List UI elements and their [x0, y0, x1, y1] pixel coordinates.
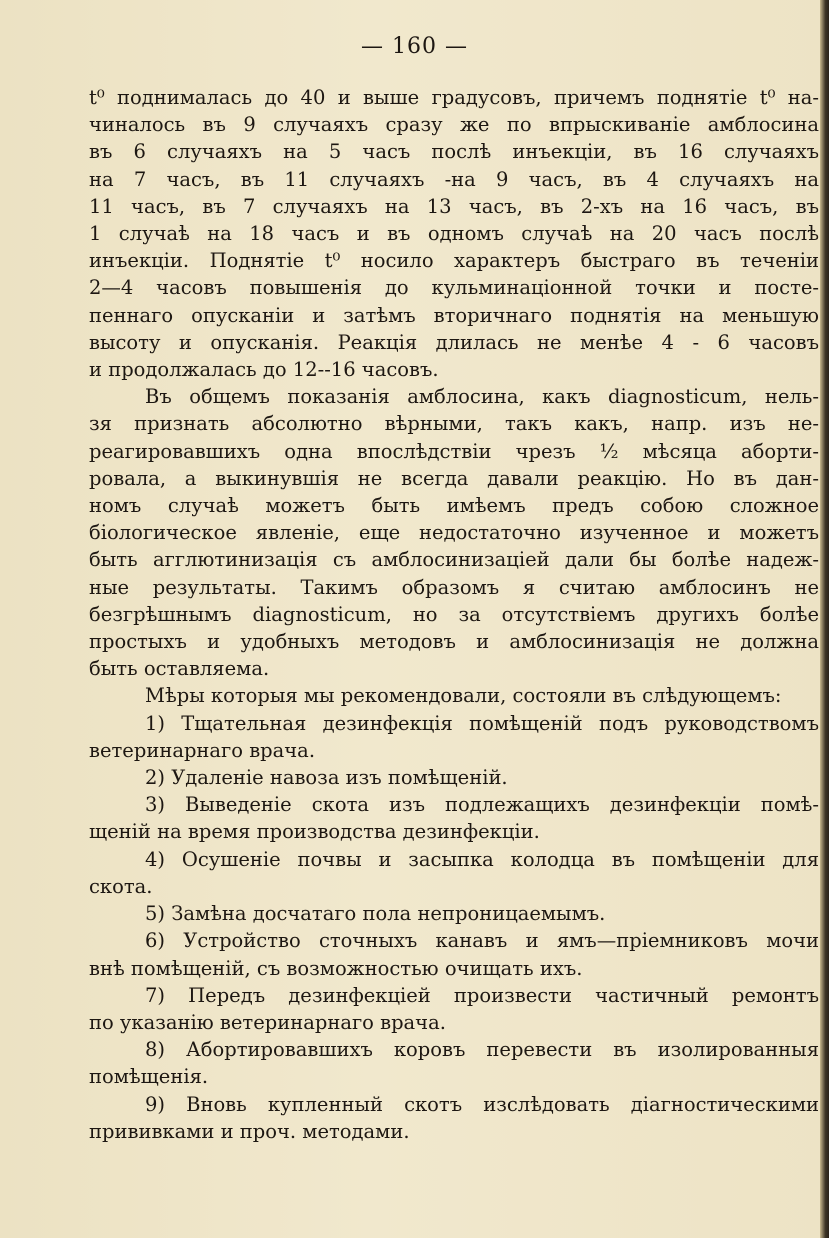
- text-line: 4) Осушеніе почвы и засыпка колодца въ помѣщеніи для: [145, 847, 819, 871]
- text-line: 1 случаѣ на 18 часъ и въ одномъ случаѣ на 20 часъ послѣ: [89, 222, 819, 246]
- text-line: 11 часъ, въ 7 случаяхъ на 13 часъ, въ 2-хъ на 16 часъ, въ: [89, 194, 819, 218]
- measure-item-3: [89, 791, 819, 845]
- text-line: чиналось въ 9 случаяхъ сразу же по впрыскиваніе амблосина: [89, 113, 819, 137]
- page-number: — 160 —: [361, 34, 468, 59]
- text-line: высоту и опусканія. Реакція длилась не менѣе 4 - 6 часовъ: [89, 330, 819, 354]
- text-line: по указанію ветеринарнаго врача.: [89, 1010, 446, 1034]
- text-line: ровала, а выкинувшія не всегда давали реакцію. Но въ дан-: [89, 466, 819, 490]
- text-line: инъекціи. Поднятіе t⁰ носило характеръ быстраго въ теченіи: [89, 249, 819, 273]
- text-line: щеній на время производства дезинфекціи.: [89, 820, 540, 844]
- text-line: быть оставляема.: [89, 657, 270, 681]
- text-line: 3) Выведеніе скота изъ подлежащихъ дезинфекціи помѣ-: [145, 793, 819, 817]
- paragraph-measures-intro: [89, 682, 819, 709]
- text-line: скота.: [89, 874, 153, 898]
- measure-item-8: [89, 1036, 819, 1090]
- text-line: въ 6 случаяхъ на 5 часъ послѣ инъекціи, въ 16 случаяхъ: [89, 140, 819, 164]
- text-line: помѣщенія.: [89, 1065, 209, 1089]
- measure-item-1: [89, 710, 819, 764]
- text-line: пеннаго опусканіи и затѣмъ вторичнаго поднятія на меньшую: [89, 303, 819, 327]
- text-line: 9) Вновь купленный скотъ изслѣдовать діагностическими: [145, 1092, 819, 1116]
- text-line: внѣ помѣщеній, съ возможностью очищать ихъ.: [89, 956, 583, 980]
- paragraph-temperature-reaction: [89, 84, 819, 383]
- measure-item-7: [89, 982, 819, 1036]
- text-line: простыхъ и удобныхъ методовъ и амблосинизація не должна: [89, 630, 819, 654]
- page-edge: [820, 0, 829, 1238]
- body-text: [89, 84, 819, 1145]
- text-line: зя признать абсолютно вѣрными, такъ какъ, напр. изъ не-: [89, 412, 819, 436]
- text-line: 8) Абортировавшихъ коровъ перевести въ изолированныя: [145, 1038, 819, 1062]
- text-line: 6) Устройство сточныхъ канавъ и ямъ—пріемниковъ мочи: [145, 929, 819, 953]
- text-line: на 7 часъ, въ 11 случаяхъ -на 9 часъ, въ 4 случаяхъ на: [89, 167, 819, 191]
- text-line: 2—4 часовъ повышенія до кульминаціонной точки и посте-: [89, 276, 819, 300]
- text-line: и продолжалась до 12--16 часовъ.: [89, 358, 439, 382]
- text-line: 5) Замѣна досчатаго пола непроницаемымъ.: [145, 902, 606, 926]
- measure-item-6: [89, 927, 819, 981]
- text-line: номъ случаѣ можетъ быть имѣемъ предъ собою сложное: [89, 494, 819, 518]
- text-line: 2) Удаленіе навоза изъ помѣщеній.: [145, 766, 508, 790]
- measure-item-4: [89, 846, 819, 900]
- text-line: 1) Тщательная дезинфекція помѣщеній подъ руководствомъ: [145, 711, 819, 735]
- text-line: ные результаты. Такимъ образомъ я считаю амблосинъ не: [89, 575, 819, 599]
- paragraph-amblosin-evaluation: [89, 383, 819, 682]
- text-line: безгрѣшнымъ diagnosticum, но за отсутствіемъ другихъ болѣе: [89, 602, 819, 626]
- text-line: біологическое явленіе, еще недостаточно изученное и можетъ: [89, 521, 819, 545]
- measure-item-2: [89, 764, 819, 791]
- text-line: Въ общемъ показанія амблосина, какъ diagnosticum, нель-: [145, 385, 819, 409]
- text-line: прививками и проч. методами.: [89, 1119, 410, 1143]
- measure-item-9: [89, 1091, 819, 1145]
- text-line: быть агглютинизація съ амблосинизаціей дали бы болѣе надеж-: [89, 548, 819, 572]
- text-line: 7) Передъ дезинфекціей произвести частичный ремонтъ: [145, 983, 819, 1007]
- text-line: Мѣры которыя мы рекомендовали, состояли въ слѣдующемъ:: [145, 684, 782, 708]
- text-line: t⁰ поднималась до 40 и выше градусовъ, причемъ поднятіе t⁰ на-: [89, 86, 819, 109]
- text-line: ветеринарнаго врача.: [89, 738, 316, 762]
- text-line: реагировавшихъ одна впослѣдствіи чрезъ ½ мѣсяца аборти-: [89, 439, 819, 463]
- measure-item-5: [89, 900, 819, 927]
